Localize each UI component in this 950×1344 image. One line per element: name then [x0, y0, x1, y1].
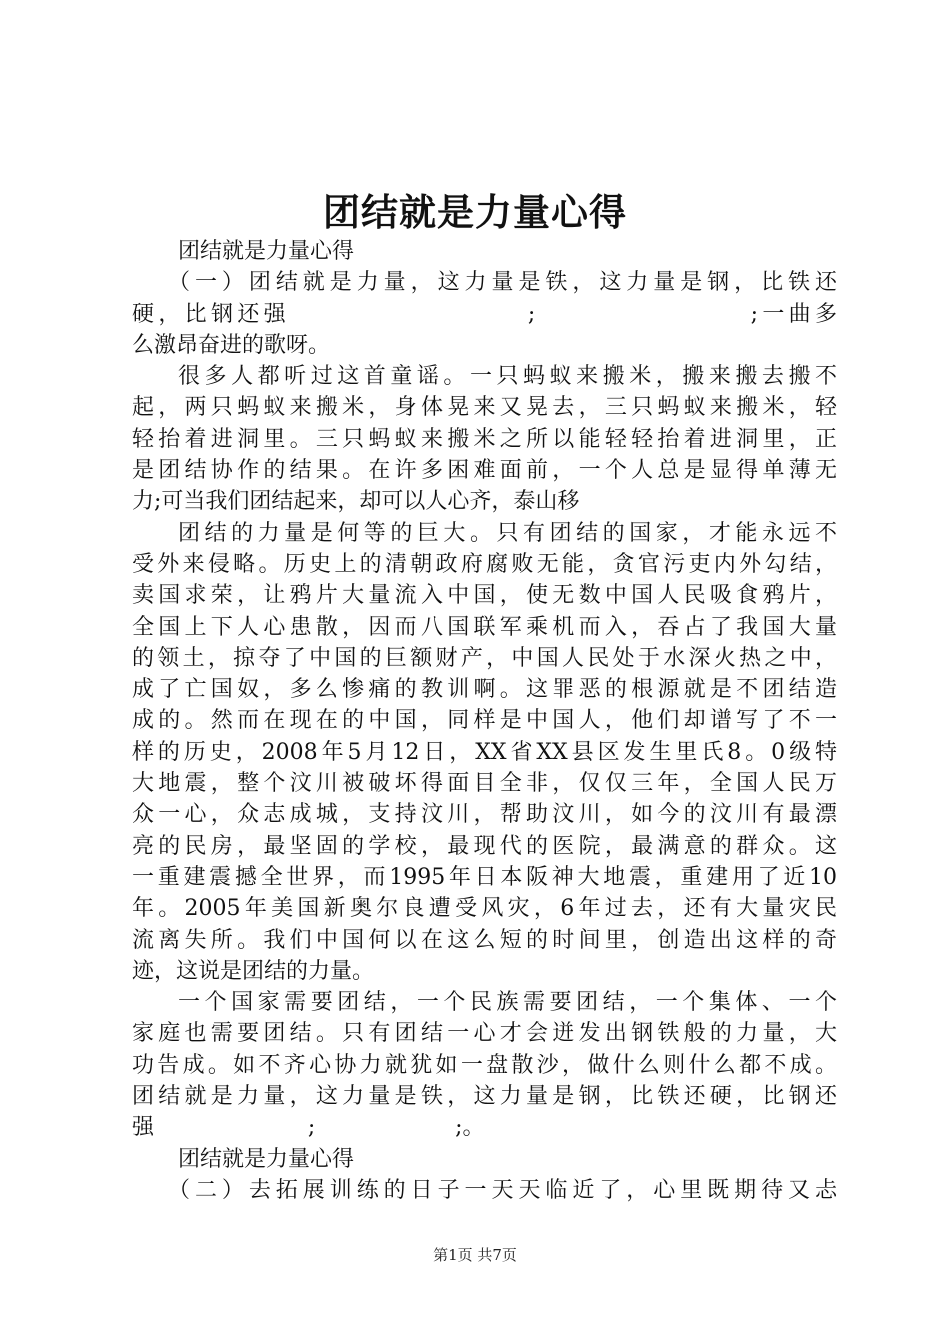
- page-footer: 第1页 共7页: [433, 1246, 517, 1264]
- text-line: （二）去拓展训练的日子一天天临近了，心里既期待又忐: [168, 1177, 837, 1203]
- document-body: [132, 236, 837, 1206]
- document-title: 团结就是力量心得: [323, 190, 627, 234]
- text-line: 的领土，掠夺了中国的巨额财产，中国人民处于水深火热之中，: [132, 645, 837, 671]
- text-line: 一个国家需要团结，一个民族需要团结，一个集体、一个: [178, 990, 837, 1016]
- text-line: 是团结协作的结果。在许多困难面前，一个人总是显得单薄无: [132, 458, 837, 484]
- text-line: 家庭也需要团结。只有团结一心才会迸发出钢铁般的力量，大: [132, 1021, 837, 1047]
- text-line: 轻抬着进洞里。三只蚂蚁来搬米之所以能轻轻抬着进洞里，正: [132, 426, 837, 452]
- text-line: 强 ; ;。: [132, 1115, 485, 1141]
- text-line: 硬，比钢还强 ; ;一曲多: [132, 301, 837, 327]
- text-line: 样的历史，2008年5月12日，XX省XX县区发生里氏8。0级特: [132, 739, 837, 765]
- text-line: 流离失所。我们中国何以在这么短的时间里，创造出这样的奇: [132, 927, 837, 953]
- text-line: 团结就是力量，这力量是铁，这力量是钢，比铁还硬，比钢还: [132, 1084, 837, 1110]
- text-line: （一）团结就是力量，这力量是铁，这力量是钢，比铁还: [168, 270, 837, 296]
- text-line: 一重建震撼全世界，而1995年日本阪神大地震，重建用了近10: [132, 864, 837, 890]
- text-line: 力;可当我们团结起来，却可以人心齐，泰山移: [132, 489, 580, 515]
- text-line: 众一心，众志成城，支持汶川，帮助汶川，如今的汶川有最漂: [132, 802, 837, 828]
- text-line: 亮的民房，最坚固的学校，最现代的医院，最满意的群众。这: [132, 833, 837, 859]
- text-line: 年。2005年美国新奥尔良遭受风灾，6年过去，还有大量灾民: [132, 896, 837, 922]
- text-line: 起，两只蚂蚁来搬米，身体晃来又晃去，三只蚂蚁来搬米，轻: [132, 395, 837, 421]
- text-line: 成了亡国奴，多么惨痛的教训啊。这罪恶的根源就是不团结造: [132, 677, 837, 703]
- text-line: 大地震，整个汶川被破坏得面目全非，仅仅三年，全国人民万: [132, 771, 837, 797]
- text-line: 卖国求荣，让鸦片大量流入中国，使无数中国人民吸食鸦片，: [132, 583, 837, 609]
- text-line: 全国上下人心患散，因而八国联军乘机而入，吞占了我国大量: [132, 614, 837, 640]
- text-line: 团结就是力量心得: [178, 239, 355, 264]
- text-line: 功告成。如不齐心协力就犹如一盘散沙，做什么则什么都不成。: [132, 1052, 837, 1078]
- text-line: 团结的力量是何等的巨大。只有团结的国家，才能永远不: [178, 520, 837, 546]
- text-line: 么激昂奋进的歌呀。: [132, 332, 331, 358]
- text-line: 迹，这说是团结的力量。: [132, 958, 375, 984]
- text-line: 团结就是力量心得: [178, 1146, 355, 1172]
- text-line: 成的。然而在现在的中国，同样是中国人，他们却谱写了不一: [132, 708, 837, 734]
- text-line: 受外来侵略。历史上的清朝政府腐败无能，贪官污吏内外勾结，: [132, 551, 837, 577]
- text-line: 很多人都听过这首童谣。一只蚂蚁来搬米，搬来搬去搬不: [178, 364, 837, 390]
